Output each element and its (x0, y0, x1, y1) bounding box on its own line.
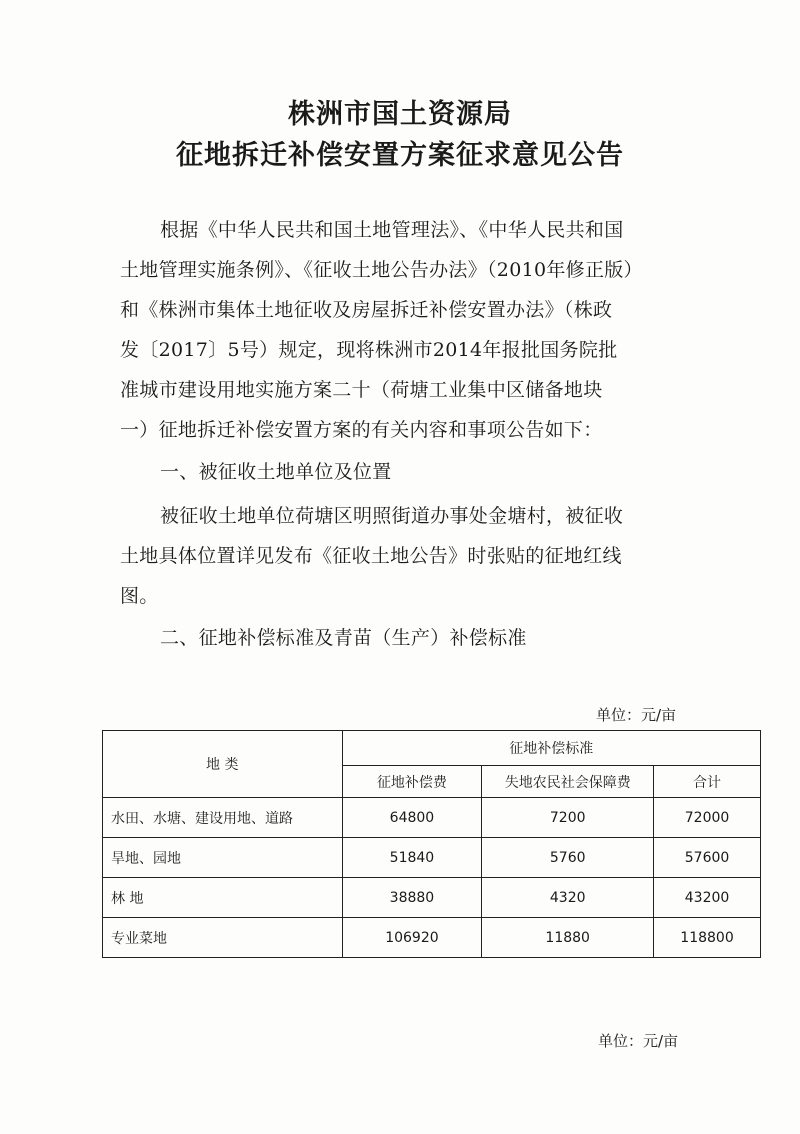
fee-cell: 64800 (342, 798, 482, 838)
column-header-total: 合计 (654, 766, 761, 798)
section1-line: 土地具体位置详见发布《征收土地公告》时张贴的征地红线 (120, 545, 622, 567)
table-row (103, 838, 761, 878)
document-title-line1: 株洲市国土资源局 (288, 99, 512, 130)
section1-line: 被征收土地单位荷塘区明照街道办事处金塘村，被征收 (160, 505, 624, 527)
intro-paragraph (120, 210, 686, 450)
fee-cell: 51840 (342, 838, 482, 878)
land-type-cell: 水田、水塘、建设用地、道路 (103, 798, 343, 838)
fee-cell: 106920 (342, 918, 482, 958)
section1-heading: 一、被征收土地单位及位置 (160, 461, 392, 483)
group-header: 征地补偿标准 (342, 731, 760, 766)
fee-cell: 38880 (342, 878, 482, 918)
land-type-cell: 专业菜地 (103, 918, 343, 958)
land-type-cell: 旱地、园地 (103, 838, 343, 878)
unit-label-bottom: 单位：元/亩 (598, 1032, 679, 1050)
total-cell: 72000 (654, 798, 761, 838)
intro-line: 发〔2017〕5号）规定，现将株洲市2014年报批国务院批 (120, 339, 618, 361)
table-row (103, 878, 761, 918)
section1-line: 图。 (120, 585, 159, 607)
security-cell: 5760 (482, 838, 654, 878)
security-cell: 11880 (482, 918, 654, 958)
section1-paragraph (120, 496, 686, 616)
land-type-header: 地 类 (103, 731, 343, 798)
land-type-cell: 林 地 (103, 878, 343, 918)
total-cell: 118800 (654, 918, 761, 958)
unit-label: 单位：元/亩 (596, 706, 677, 724)
intro-line: 一）征地拆迁补偿安置方案的有关内容和事项公告如下： (120, 419, 603, 441)
compensation-table (102, 730, 761, 958)
total-cell: 43200 (654, 878, 761, 918)
security-cell: 4320 (482, 878, 654, 918)
column-header-security: 失地农民社会保障费 (482, 766, 654, 798)
section2-heading: 二、征地补偿标准及青苗（生产）补偿标准 (160, 627, 527, 649)
intro-line: 和《株洲市集体土地征收及房屋拆迁补偿安置办法》（株政 (120, 299, 613, 321)
document-title-line2: 征地拆迁补偿安置方案征求意见公告 (176, 140, 624, 171)
intro-line: 根据《中华人民共和国土地管理法》、《中华人民共和国 (160, 219, 624, 241)
security-cell: 7200 (482, 798, 654, 838)
intro-line: 准城市建设用地实施方案二十（荷塘工业集中区储备地块 (120, 379, 603, 401)
table-row (103, 798, 761, 838)
table-row (103, 918, 761, 958)
intro-line: 土地管理实施条例》、《征收土地公告办法》（2010年修正版） (120, 259, 643, 281)
column-header-fee: 征地补偿费 (342, 766, 482, 798)
total-cell: 57600 (654, 838, 761, 878)
